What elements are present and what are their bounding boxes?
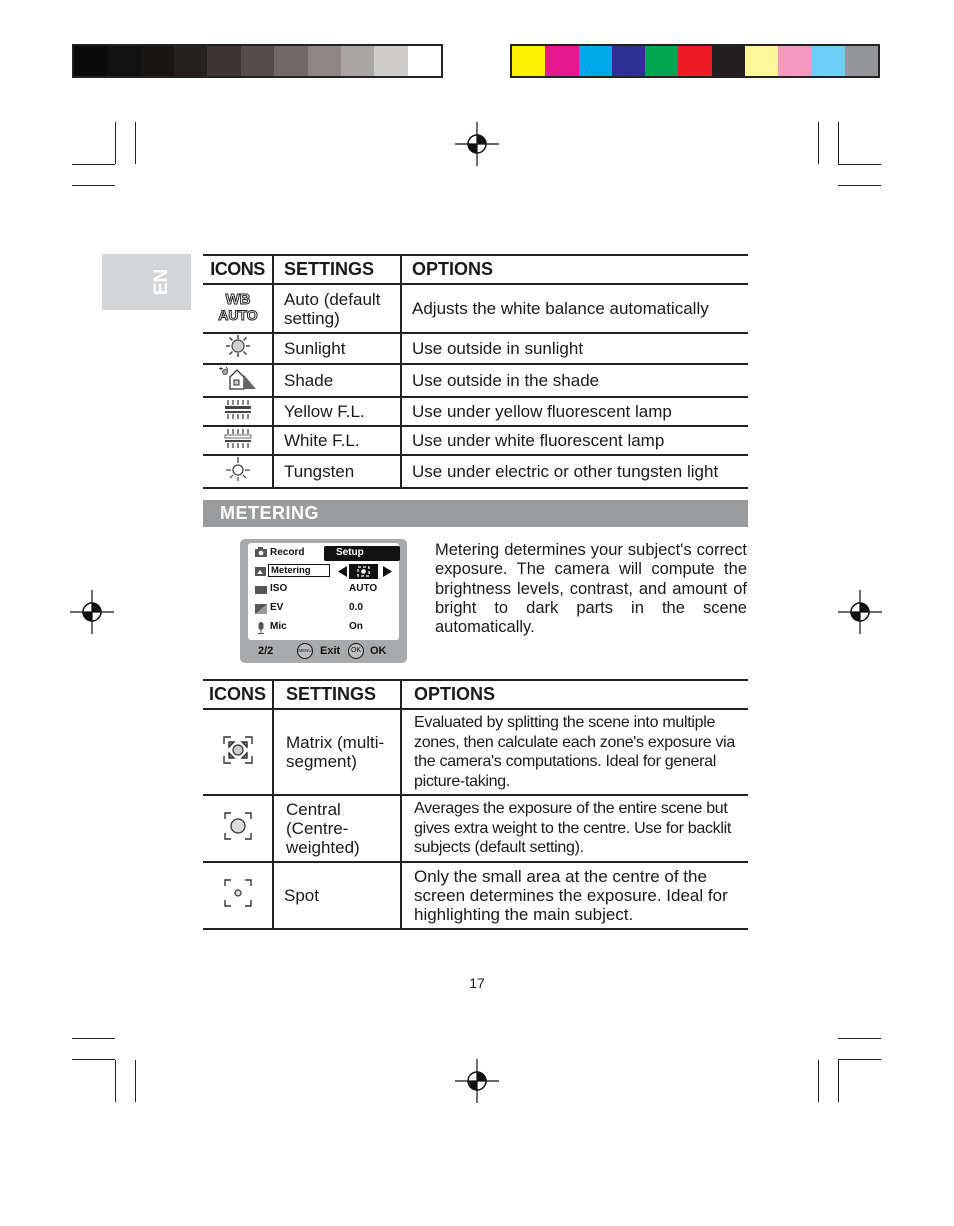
color-swatch: [207, 46, 240, 76]
color-swatch: [712, 46, 745, 76]
svg-text:WB: WB: [225, 291, 250, 308]
matrix-metering-icon: [203, 709, 273, 795]
color-swatch: [811, 46, 844, 76]
menu-row-label: EV: [270, 602, 284, 613]
setting-cell: Yellow F.L.: [273, 397, 401, 426]
tungsten-icon: [203, 455, 273, 488]
metering-row-highlight: [268, 564, 330, 577]
color-swatch: [241, 46, 274, 76]
process-color-bar: [510, 44, 880, 78]
shade-icon: [203, 364, 273, 397]
matrix-metering-small-icon: [357, 566, 370, 577]
white-fluorescent-icon: [203, 426, 273, 455]
option-cell: Adjusts the white balance automatically: [412, 299, 709, 318]
color-swatch: [374, 46, 407, 76]
color-swatch: [512, 46, 545, 76]
registration-mark-icon: [455, 1059, 499, 1103]
table-row: [203, 426, 748, 455]
color-swatch: [274, 46, 307, 76]
table-header-row: [203, 255, 748, 284]
metering-menu-icon: [255, 567, 266, 576]
microphone-icon: [257, 622, 265, 634]
menu-row-label: ISO: [270, 583, 288, 594]
option-cell: Use outside in the shade: [412, 371, 600, 390]
header-options: OPTIONS: [414, 684, 496, 704]
section-header: [203, 500, 748, 527]
table-row: [203, 709, 748, 795]
centre-weighted-icon: [203, 795, 273, 862]
exit-label: Exit: [320, 645, 341, 657]
spot-metering-icon: [203, 862, 273, 929]
option-cell: Use under white fluorescent lamp: [412, 431, 665, 450]
setting-cell: Shade: [273, 364, 401, 397]
color-swatch: [778, 46, 811, 76]
option-cell: Use outside in sunlight: [412, 339, 584, 358]
header-options: OPTIONS: [412, 259, 494, 279]
page-indicator: 2/2: [258, 645, 274, 657]
table-row: [203, 455, 748, 488]
header-icons: ICONS: [203, 255, 273, 284]
metering-value-selector: [349, 564, 378, 579]
tab-record: Record: [270, 547, 305, 558]
ok-button-icon: OK: [348, 643, 364, 659]
sunlight-icon: [203, 333, 273, 364]
option-cell: Use under electric or other tungsten light: [412, 462, 719, 481]
table-row: [203, 397, 748, 426]
right-arrow-icon: [382, 566, 392, 577]
metering-description: Metering determines your subject's correct exposure. The camera will compute the brightness levels, contrast, and amount of bright to dark parts in the scene automatically.: [435, 541, 747, 637]
grayscale-color-bar: [72, 44, 443, 78]
menu-row-value: 0.0: [349, 602, 363, 613]
section-title: METERING: [220, 503, 320, 523]
svg-text:AUTO: AUTO: [217, 307, 258, 323]
color-swatch: [341, 46, 374, 76]
camera-icon: [255, 547, 267, 557]
color-swatch: [845, 46, 878, 76]
camera-screen-illustration: [240, 539, 407, 663]
color-swatch: [678, 46, 711, 76]
page-number: 17: [469, 975, 485, 991]
option-cell: Use under yellow fluorescent lamp: [412, 402, 672, 421]
ok-label: OK: [370, 645, 387, 657]
header-icons: ICONS: [203, 680, 273, 709]
header-settings: SETTINGS: [273, 680, 401, 709]
white-balance-table: [203, 254, 748, 489]
registration-mark-icon: [838, 590, 882, 634]
color-swatch: [141, 46, 174, 76]
option-cell: Only the small area at the centre of the screen determines the exposure. Ideal for highlighting the main subject.: [414, 867, 728, 924]
menu-row-value: AUTO: [349, 583, 378, 594]
language-tab: [102, 254, 191, 310]
registration-mark-icon: [455, 122, 499, 166]
menu-row-label: Mic: [270, 621, 287, 632]
table-row: [203, 862, 748, 929]
color-swatch: [745, 46, 778, 76]
left-arrow-icon: [338, 566, 348, 577]
tab-setup: [324, 546, 400, 561]
color-swatch: [579, 46, 612, 76]
color-swatch: [174, 46, 207, 76]
yellow-fluorescent-icon: [203, 397, 273, 426]
registration-mark-icon: [70, 590, 114, 634]
setting-cell: Auto (default setting): [273, 284, 401, 333]
language-tab-label: EN: [151, 268, 172, 296]
table-row: [203, 284, 748, 333]
option-cell: Averages the exposure of the entire scene but gives extra weight to the centre. Use for backlit subjects (default setting).: [414, 800, 732, 857]
iso-menu-icon: [255, 586, 267, 594]
ev-menu-icon: [255, 604, 267, 614]
table-header-row: [203, 680, 748, 709]
setting-cell: Tungsten: [273, 455, 401, 488]
table-row: [203, 364, 748, 397]
table-row: [203, 795, 748, 862]
color-swatch: [74, 46, 107, 76]
menu-button-icon: MENU: [297, 643, 313, 659]
camera-menu-screen: [248, 543, 399, 640]
tab-setup-label: Setup: [336, 547, 364, 558]
setting-cell: Sunlight: [273, 333, 401, 364]
setting-cell: Spot: [273, 862, 401, 929]
menu-row-value: On: [349, 621, 363, 632]
color-swatch: [612, 46, 645, 76]
setting-cell: Matrix (multi-segment): [273, 709, 401, 795]
wb-auto-icon: [203, 284, 273, 333]
metering-table: [203, 679, 748, 930]
table-row: [203, 333, 748, 364]
setting-cell: Central (Centre-weighted): [273, 795, 401, 862]
setting-cell: White F.L.: [273, 426, 401, 455]
color-swatch: [107, 46, 140, 76]
header-settings: SETTINGS: [273, 255, 401, 284]
menu-row-label: Metering: [271, 565, 311, 576]
color-swatch: [408, 46, 441, 76]
color-swatch: [308, 46, 341, 76]
option-cell: Evaluated by splitting the scene into multiple zones, then calculate each zone's exposure via the camera's computations. Ideal for general picture-taking.: [414, 714, 736, 790]
color-swatch: [545, 46, 578, 76]
color-swatch: [645, 46, 678, 76]
